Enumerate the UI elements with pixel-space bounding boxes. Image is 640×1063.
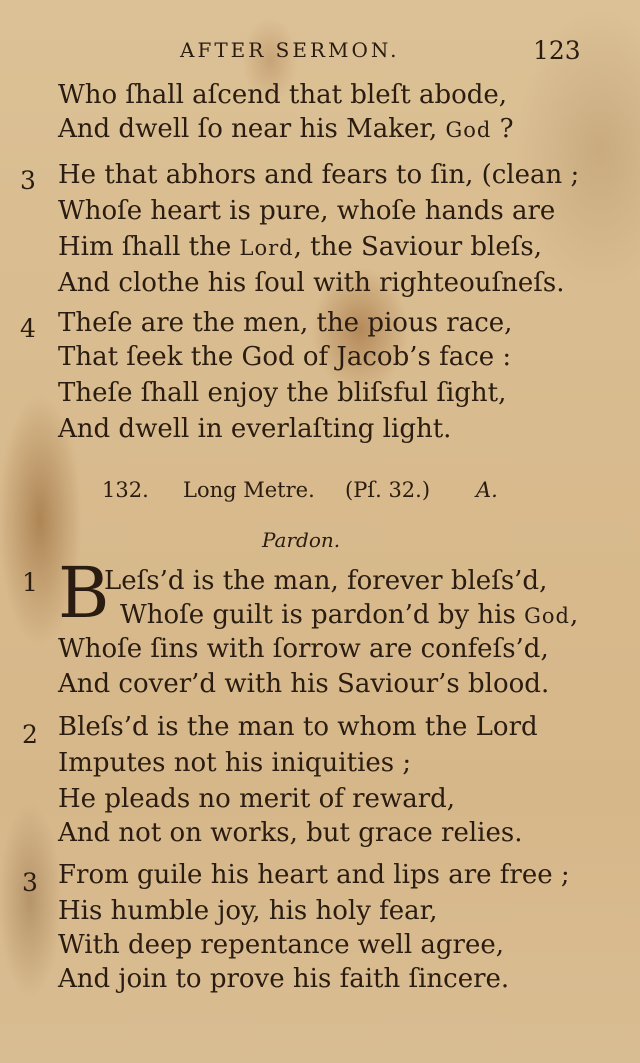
small-caps-word: God (445, 118, 492, 142)
drop-cap: B (58, 552, 110, 634)
verse-line: Whoſe guilt is pardon’d by his God, (120, 600, 579, 630)
verse-line: Who ſhall aſcend that bleſt abode, (58, 80, 508, 110)
verse-line: And cover’d with his Saviour’s blood. (58, 669, 550, 699)
hymn-metre: Long Metre. (183, 478, 315, 502)
verse-line: And join to prove his faith ſincere. (58, 964, 510, 994)
small-caps-word: Lord (239, 236, 294, 260)
verse-line: From guile his heart and lips are free ; (58, 860, 570, 890)
verse-line: With deep repentance well agree, (58, 930, 505, 960)
running-head (0, 38, 640, 68)
verse-line: That ſeek the God of Jacob’s face : (58, 342, 512, 372)
stanza-number: 3 (20, 166, 36, 195)
stanza-number: 4 (20, 314, 36, 343)
verse-line: And dwell in everlaſting light. (58, 414, 452, 444)
verse-line: Him ſhall the Lord, the Saviour bleſs, (58, 232, 542, 262)
hymn-tune-letter: A. (476, 478, 498, 502)
verse-line: Whoſe ſins with ſorrow are confeſs’d, (58, 634, 549, 664)
verse-line: Whoſe heart is pure, whoſe hands are (58, 196, 556, 226)
verse-line: He pleads no merit of reward, (58, 784, 456, 814)
stanza-number: 2 (22, 720, 38, 749)
verse-line: Theſe ſhall enjoy the bliſsful ſight, (58, 378, 507, 408)
stanza-number: 3 (22, 868, 38, 897)
verse-line: He that abhors and fears to ſin, (clean ; (58, 160, 580, 190)
verse-line: And clothe his ſoul with righteouſneſs. (58, 268, 565, 298)
hymn-subtitle: Pardon. (262, 528, 341, 552)
verse-line: His humble joy, his holy fear, (58, 896, 438, 926)
page-number: 123 (533, 36, 581, 65)
verse-line: And not on works, but grace relies. (58, 818, 523, 848)
running-title: AFTER SERMON. (180, 38, 400, 62)
verse-line: Theſe are the men, the pious race, (58, 308, 513, 338)
verse-line: Leſs’d is the man, forever bleſs’d, (104, 566, 548, 596)
small-caps-word: God (524, 604, 570, 628)
hymn-psalm: (Pſ. 32.) (345, 478, 431, 502)
hymn-header (0, 478, 640, 508)
stanza-number: 1 (22, 568, 38, 597)
verse-line: Bleſs’d is the man to whom the Lord (58, 712, 538, 742)
hymn-number: 132. (102, 478, 149, 502)
verse-line: Imputes not his iniquities ; (58, 748, 412, 778)
verse-line: And dwell ſo near his Maker, God ? (58, 114, 514, 144)
